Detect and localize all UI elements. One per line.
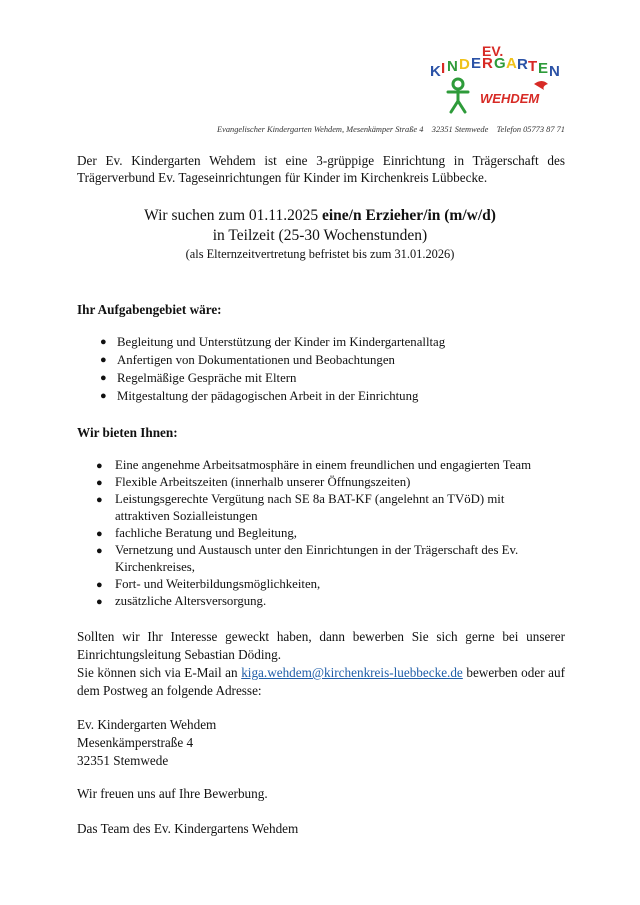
signature-text: Das Team des Ev. Kindergartens Wehdem xyxy=(77,821,299,836)
list-item: ● Mitgestaltung der pädagogischen Arbeit in der Einrichtung xyxy=(100,389,419,403)
bullet-icon: ● xyxy=(96,579,103,591)
svg-text:D: D xyxy=(459,56,470,73)
address-city: 32351 Stemwede xyxy=(77,753,169,768)
headline-note: (als Elternzeitvertretung befristet bis zum 31.01.2026) xyxy=(185,247,455,261)
bullet-icon: ● xyxy=(100,336,107,348)
closing-text: Wir freuen uns auf Ihre Bewerbung. xyxy=(77,786,268,801)
bullet-icon: ● xyxy=(100,354,107,366)
bird-icon xyxy=(534,81,548,90)
address-name: Ev. Kindergarten Wehdem xyxy=(77,717,217,732)
logo-line3: WEHDEM xyxy=(480,91,540,106)
svg-text:K: K xyxy=(430,63,441,80)
bullet-icon: ● xyxy=(96,477,103,489)
logo-line1: EV. xyxy=(482,43,504,59)
list-item: ● Fort- und Weiterbildungsmöglichkeiten, xyxy=(96,576,560,593)
letterhead-phone: Telefon 05773 87 71 xyxy=(496,125,565,134)
list-item: ● Flexible Arbeitszeiten (innerhalb unserer Öffnungszeiten) xyxy=(96,474,560,491)
headline-hours: in Teilzeit (25-30 Wochenstunden) xyxy=(212,227,428,244)
bullet-icon: ● xyxy=(96,460,103,472)
svg-text:N: N xyxy=(549,63,560,80)
logo-line2 xyxy=(430,55,560,80)
list-item: ● zusätzliche Altersversorgung. xyxy=(96,593,560,610)
bullet-icon: ● xyxy=(96,528,103,540)
svg-text:E: E xyxy=(538,60,549,77)
svg-text:A: A xyxy=(506,55,517,72)
bullet-icon: ● xyxy=(96,545,103,557)
letterhead xyxy=(150,125,565,134)
bullet-icon: ● xyxy=(96,596,103,608)
headline-position: eine/n Erzieher/in (m/w/d) xyxy=(321,207,496,224)
svg-text:G: G xyxy=(494,55,506,72)
list-item: ● Leistungsgerechte Vergütung nach SE 8a BAT-KF (angelehnt an TVöD) mit attraktiven Sozialleistungen xyxy=(96,492,505,523)
child-figure-icon xyxy=(448,79,468,112)
list-item: ● fachliche Beratung und Begleitung, xyxy=(96,525,560,542)
list-item: ● Anfertigen von Dokumentationen und Beobachtungen xyxy=(100,353,395,367)
bullet-icon: ● xyxy=(100,372,107,384)
svg-text:N: N xyxy=(447,58,458,75)
svg-text:T: T xyxy=(528,58,538,75)
email-link[interactable]: kiga.wehdem@kirchenkreis-luebbecke.de xyxy=(241,665,463,680)
bullet-icon: ● xyxy=(100,390,107,402)
intro-paragraph: Der Ev. Kindergarten Wehdem ist eine 3-grüppige Einrichtung in Trägerschaft des Trägerverbund Ev. Tageseinrichtungen für Kinder im Kirchenkreis Lübbecke. xyxy=(77,153,565,185)
svg-text:R: R xyxy=(517,56,528,73)
kindergarten-logo xyxy=(422,40,572,116)
job-headline xyxy=(60,206,580,263)
bullet-icon: ● xyxy=(96,494,103,506)
list-item: ● Eine angenehme Arbeitsatmosphäre in einem freundlichen und engagierten Team xyxy=(96,457,560,474)
list-item: ● Vernetzung und Austausch unter den Einrichtungen in der Trägerschaft des Ev. Kirchenkreises, xyxy=(96,543,519,574)
tasks-list xyxy=(100,333,570,405)
list-item: ● Regelmäßige Gespräche mit Eltern xyxy=(100,371,297,385)
svg-text:E: E xyxy=(471,55,482,72)
apply-text1: Sollten wir Ihr Interesse geweckt haben, dann bewerben Sie sich gerne bei unserer Einrichtungsleitung Sebastian Döding. xyxy=(77,629,565,662)
logo-graphic xyxy=(422,40,572,116)
apply-paragraph xyxy=(77,628,565,700)
svg-text:R: R xyxy=(482,55,493,72)
apply-text2: Sie können sich via E-Mail an kiga.wehdem@kirchenkreis-luebbecke.de bewerben oder auf dem Postweg an folgende Adresse: xyxy=(77,665,566,698)
address-street: Mesenkämperstraße 4 xyxy=(77,735,194,750)
tasks-title: Ihr Aufgabengebiet wäre: xyxy=(77,302,222,317)
list-item: ● Begleitung und Unterstützung der Kinder im Kindergartenalltag xyxy=(100,335,446,349)
headline-line1 xyxy=(60,206,580,226)
headline-prefix: Wir suchen zum 01.11.2025 xyxy=(144,207,322,224)
address-block xyxy=(77,716,565,770)
offer-title: Wir bieten Ihnen: xyxy=(77,425,178,440)
svg-text:I: I xyxy=(441,60,446,77)
letterhead-org: Evangelischer Kindergarten Wehdem, Mesenkämper Straße 4 xyxy=(217,125,424,134)
letterhead-city: 32351 Stemwede xyxy=(431,125,489,134)
offer-list xyxy=(96,457,560,610)
